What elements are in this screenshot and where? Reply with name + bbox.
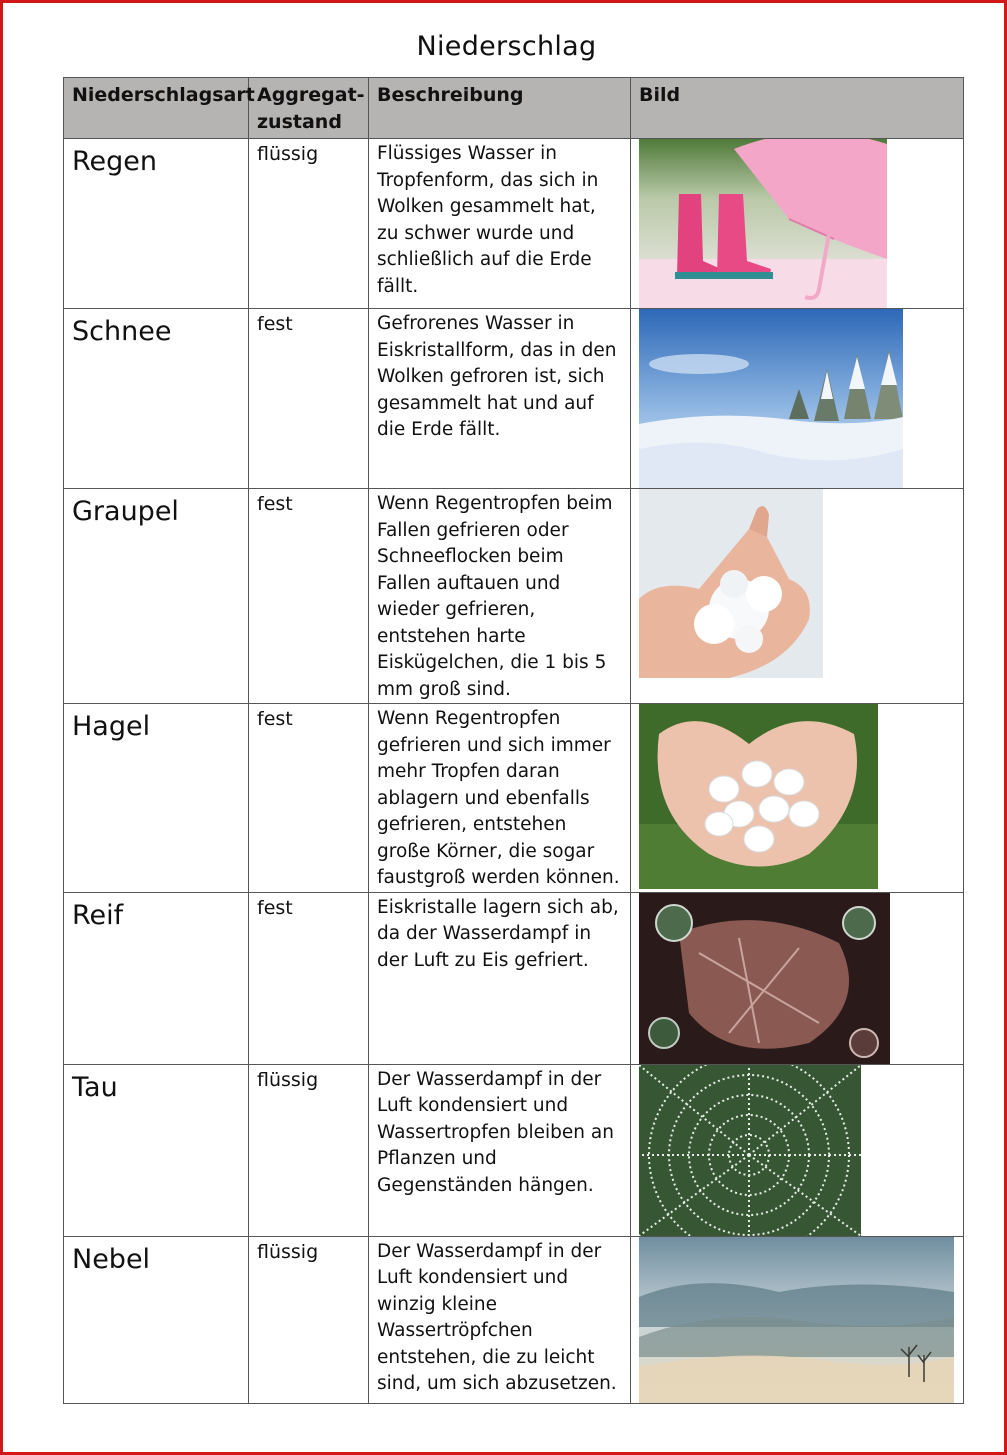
row-name: Reif xyxy=(64,892,249,1064)
table-header-row xyxy=(64,78,964,139)
row-description: Flüssiges Wasser in Tropfenform, das sich in Wolken gesammelt hat, zu schwer wurde und schließlich auf die Erde fällt. xyxy=(369,139,631,309)
row-image-cell xyxy=(631,1236,964,1403)
header-image: Bild xyxy=(631,78,964,139)
row-name: Hagel xyxy=(64,704,249,893)
header-description: Beschreibung xyxy=(369,78,631,139)
hailstones-in-hands-image xyxy=(639,704,878,889)
row-state: fest xyxy=(249,309,369,489)
header-state: Aggregat-zustand xyxy=(249,78,369,139)
row-image-cell xyxy=(631,139,964,309)
dewy-spiderweb-image xyxy=(639,1065,861,1236)
row-image-cell xyxy=(631,892,964,1064)
table-row xyxy=(64,704,964,893)
row-name: Nebel xyxy=(64,1236,249,1403)
table-row xyxy=(64,489,964,704)
row-name: Regen xyxy=(64,139,249,309)
row-state: flüssig xyxy=(249,1236,369,1403)
row-description: Gefrorenes Wasser in Eiskristallform, das in den Wolken gefroren ist, sich gesammelt hat und auf die Erde fällt. xyxy=(369,309,631,489)
row-description: Wenn Regentropfen beim Fallen gefrieren oder Schneeflocken beim Fallen auftauen und wieder gefrieren, entstehen harte Eiskügelchen, die 1 bis 5 mm groß sind. xyxy=(369,489,631,704)
snowy-landscape-image xyxy=(639,309,903,488)
row-description: Der Wasserdampf in der Luft kondensiert und Wassertropfen bleiben an Pflanzen und Gegenständen hängen. xyxy=(369,1064,631,1236)
table-row xyxy=(64,1236,964,1403)
row-description: Eiskristalle lagern sich ab, da der Wasserdampf in der Luft zu Eis gefriert. xyxy=(369,892,631,1064)
table-row xyxy=(64,309,964,489)
row-image-cell xyxy=(631,704,964,893)
row-state: flüssig xyxy=(249,139,369,309)
row-state: flüssig xyxy=(249,1064,369,1236)
row-image-cell xyxy=(631,489,964,704)
row-description: Der Wasserdampf in der Luft kondensiert und winzig kleine Wassertröpfchen entstehen, die zu leicht sind, um sich abzusetzen. xyxy=(369,1236,631,1403)
row-name: Tau xyxy=(64,1064,249,1236)
row-image-cell xyxy=(631,309,964,489)
header-type: Niederschlagsart xyxy=(64,78,249,139)
precipitation-table xyxy=(63,77,964,1404)
row-state: fest xyxy=(249,704,369,893)
row-state: fest xyxy=(249,489,369,704)
table-row xyxy=(64,1064,964,1236)
foggy-hills-image xyxy=(639,1237,954,1403)
table-row xyxy=(64,892,964,1064)
page-title: Niederschlag xyxy=(416,31,597,62)
row-name: Schnee xyxy=(64,309,249,489)
table-row xyxy=(64,139,964,309)
row-description: Wenn Regentropfen gefrieren und sich immer mehr Tropfen daran ablagern und ebenfalls gefrieren, entstehen große Körner, die sogar faustgroß werden können. xyxy=(369,704,631,893)
rain-boots-umbrella-image xyxy=(639,139,887,308)
graupel-in-hand-image xyxy=(639,489,823,678)
row-state: fest xyxy=(249,892,369,1064)
row-image-cell xyxy=(631,1064,964,1236)
row-name: Graupel xyxy=(64,489,249,704)
frosted-leaves-image xyxy=(639,893,890,1064)
